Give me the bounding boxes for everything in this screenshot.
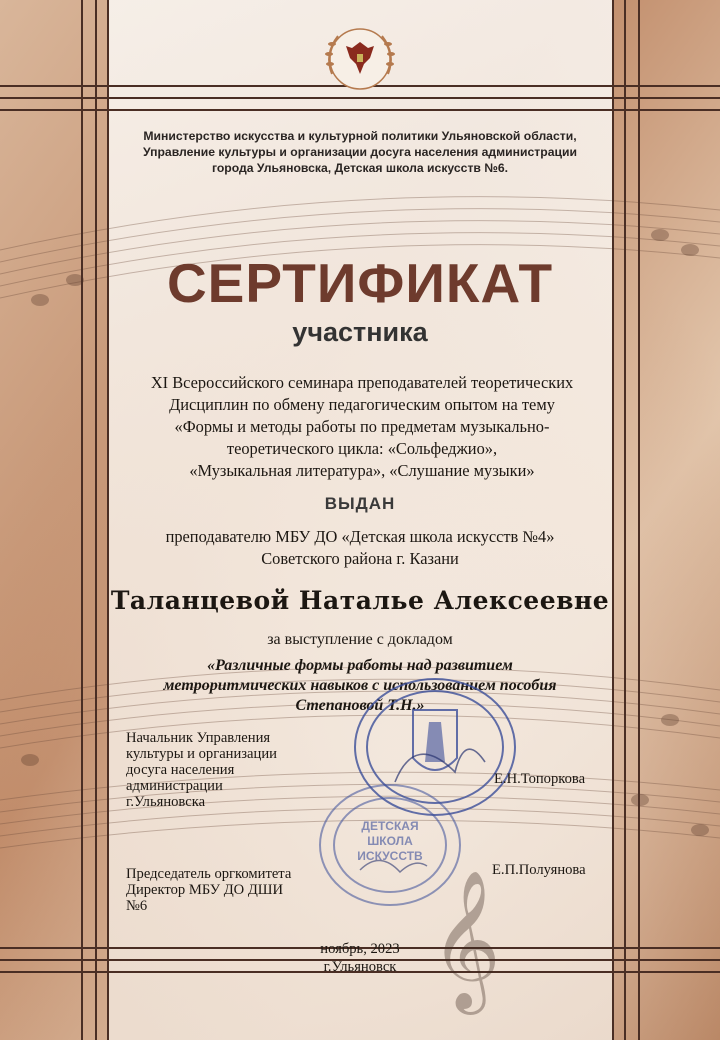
recipient-affiliation <box>90 526 630 570</box>
signatory-title-line: Председатель оргкомитета <box>126 866 292 882</box>
issue-city: г.Ульяновск <box>323 959 397 975</box>
signatory-title-line: культуры и организации <box>126 746 277 762</box>
issue-date-place <box>290 940 430 976</box>
issuer-line: Министерство искусства и культурной политики Ульяновской области, <box>143 129 577 143</box>
recipient-line: Советского района г. Казани <box>261 549 459 568</box>
description-line: XI Всероссийского семинара преподавателей теоретических <box>150 373 574 392</box>
svg-text:𝄞: 𝄞 <box>430 870 501 1009</box>
issued-label: ВЫДАН <box>324 494 396 513</box>
seal-school-line: ДЕТСКАЯ <box>361 819 419 833</box>
signatory-name-head: Е.Н.Топоркова <box>494 771 586 787</box>
event-description <box>92 372 632 482</box>
issuer-line: Управление культуры и организации досуга населения администрации <box>143 145 577 159</box>
seal-school-line: ИСКУССТВ <box>357 849 423 863</box>
issue-date: ноябрь, 2023 <box>320 941 400 957</box>
school-round-seal <box>315 780 465 910</box>
description-line: Дисциплин по обмену педагогическим опытом на тему <box>169 395 555 414</box>
signatory-title-chair <box>126 866 306 914</box>
topic-line: метроритмических навыков с использованием пособия <box>163 677 557 694</box>
signatory-title-line: Директор МБУ ДО ДШИ <box>126 882 284 898</box>
description-line: теоретического цикла: «Сольфеджио», <box>226 439 498 458</box>
issuer-line: города Ульяновска, Детская школа искусств №6. <box>211 161 509 175</box>
issuer-header <box>140 128 580 176</box>
award-reason: за выступление с докладом <box>267 631 453 648</box>
signatory-title-head <box>126 730 306 810</box>
seal-school-line: ШКОЛА <box>367 834 413 848</box>
signatory-title-line: досуга населения <box>126 762 235 778</box>
description-line: «Формы и методы работы по предметам музыкально- <box>174 417 550 436</box>
signatory-title-line: Начальник Управления <box>126 730 271 746</box>
recipient-name: Таланцевой Наталье Алексеевне <box>110 586 610 615</box>
signatory-title-line: г.Ульяновска <box>126 794 206 810</box>
recipient-line: преподавателю МБУ ДО «Детская школа искусств №4» <box>165 527 555 546</box>
certificate-subtitle: участника <box>292 317 428 347</box>
signatory-name-chair: Е.П.Полуянова <box>492 862 586 878</box>
certificate-title: СЕРТИФИКАТ <box>166 252 554 314</box>
topic-line: «Различные формы работы над развитием <box>207 657 513 674</box>
signatory-title-line: №6 <box>126 898 148 914</box>
topic-line: Степановой Т.Н.» <box>295 697 425 714</box>
coat-of-arms-emblem <box>310 24 410 94</box>
signatory-title-line: администрации <box>126 778 223 794</box>
description-line: «Музыкальная литература», «Слушание музыки» <box>189 461 535 480</box>
